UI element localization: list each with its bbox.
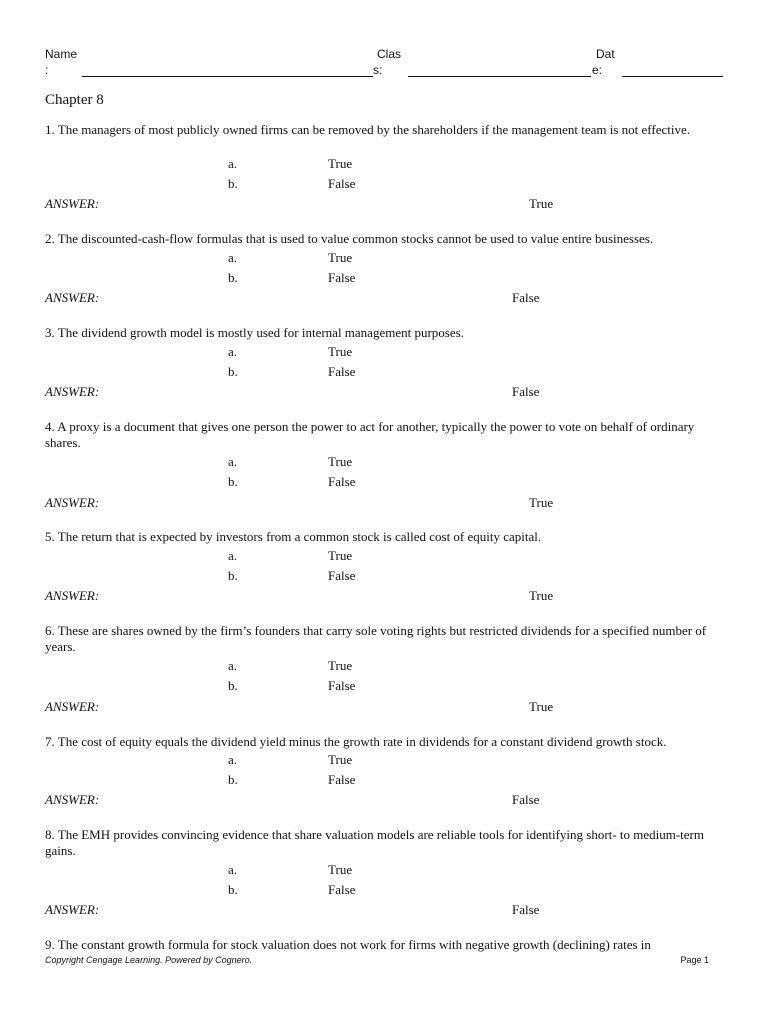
question-text: 9. The constant growth formula for stock valuation does not work for firms with negative growth (declining) rates in [45, 937, 651, 952]
answer-label: ANSWER: [45, 196, 100, 211]
option-false[interactable]: False [328, 176, 356, 191]
name-field[interactable] [82, 76, 373, 77]
option-letter: b. [228, 270, 238, 285]
question-text: 8. The EMH provides convincing evidence that share valuation models are reliable tools for identifying short- to medium-term gains. [45, 827, 704, 858]
option-letter: a. [228, 752, 238, 767]
question-text: 7. The cost of equity equals the dividend yield minus the growth rate in dividends for a constant dividend growth stock. [45, 734, 667, 749]
option-letter: a. [228, 344, 238, 359]
question-text: 3. The dividend growth model is mostly used for internal management purposes. [45, 325, 464, 340]
answer-label: ANSWER: [45, 290, 100, 305]
option-false[interactable]: False [328, 678, 356, 693]
option-letter: a. [228, 658, 238, 673]
option-true[interactable]: True [328, 250, 353, 265]
answer-value: False [512, 902, 540, 917]
date-field[interactable] [622, 76, 723, 77]
question-text: 4. A proxy is a document that gives one person the power to act for another, typically the power to vote on behalf of ordinary shares. [45, 419, 695, 450]
name-label-colon: : [45, 63, 49, 77]
class-label-suffix: s: [373, 63, 383, 77]
answer-label: ANSWER: [45, 495, 100, 510]
option-letter: b. [228, 772, 238, 787]
date-label-suffix: e: [592, 63, 603, 77]
option-letter: b. [228, 882, 238, 897]
answer-value: True [529, 495, 554, 510]
chapter-title: Chapter 8 [45, 92, 104, 108]
option-letter: b. [228, 474, 238, 489]
option-false[interactable]: False [328, 882, 356, 897]
option-letter: a. [228, 454, 238, 469]
option-letter: a. [228, 250, 238, 265]
question-text: 1. The managers of most publicly owned firms can be removed by the shareholders if the management team is not effective. [45, 122, 690, 137]
option-letter: a. [228, 548, 238, 563]
answer-label: ANSWER: [45, 384, 100, 399]
option-true[interactable]: True [328, 454, 353, 469]
option-false[interactable]: False [328, 474, 356, 489]
option-true[interactable]: True [328, 752, 353, 767]
option-letter: b. [228, 176, 238, 191]
option-letter: b. [228, 678, 238, 693]
footer-copyright: Copyright Cengage Learning. Powered by Cognero. [45, 955, 253, 965]
answer-value: False [512, 384, 540, 399]
option-true[interactable]: True [328, 862, 353, 877]
answer-value: True [529, 196, 554, 211]
answer-label: ANSWER: [45, 699, 100, 714]
option-letter: b. [228, 364, 238, 379]
name-label: Name [45, 47, 78, 61]
option-true[interactable]: True [328, 658, 353, 673]
answer-label: ANSWER: [45, 792, 100, 807]
option-false[interactable]: False [328, 772, 356, 787]
option-true[interactable]: True [328, 344, 353, 359]
footer-page-number: Page 1 [680, 955, 709, 965]
option-letter: a. [228, 156, 238, 171]
question-text: 2. The discounted-cash-flow formulas that is used to value common stocks cannot be used to value entire businesses. [45, 231, 654, 246]
class-field[interactable] [408, 76, 591, 77]
option-true[interactable]: True [328, 548, 353, 563]
question-text: 5. The return that is expected by investors from a common stock is called cost of equity capital. [45, 529, 542, 544]
option-false[interactable]: False [328, 364, 356, 379]
option-true[interactable]: True [328, 156, 353, 171]
answer-label: ANSWER: [45, 902, 100, 917]
option-false[interactable]: False [328, 568, 356, 583]
answer-value: False [512, 290, 540, 305]
question-text: 6. These are shares owned by the firm’s founders that carry sole voting rights but restricted dividends for a specified number of years. [45, 623, 707, 654]
option-letter: a. [228, 862, 238, 877]
answer-value: False [512, 792, 540, 807]
option-letter: b. [228, 568, 238, 583]
answer-value: True [529, 588, 554, 603]
answer-label: ANSWER: [45, 588, 100, 603]
answer-value: True [529, 699, 554, 714]
class-label: Clas [377, 47, 402, 61]
date-label: Dat [596, 47, 615, 61]
option-false[interactable]: False [328, 270, 356, 285]
